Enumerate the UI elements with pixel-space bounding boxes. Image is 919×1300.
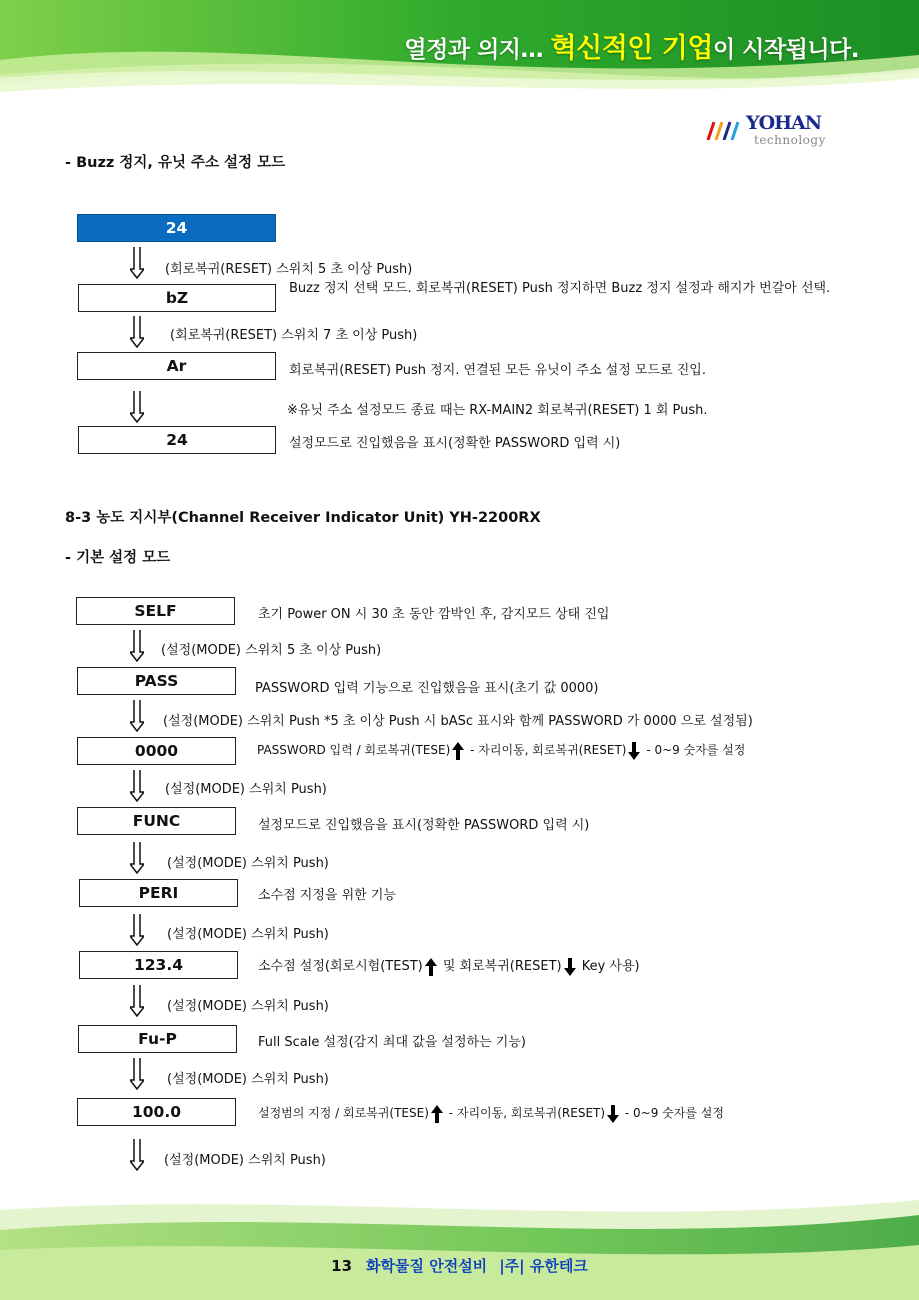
down-arrow-icon	[130, 630, 144, 662]
step-description: Buzz 정지 선택 모드. 회로복귀(RESET) Push 정지하면 Buzz 정지 설정과 해지가 번갈아 선택.	[289, 281, 831, 296]
footer-caption: 화학물질 안전설비	[366, 1257, 488, 1275]
display-box-ar: Ar	[77, 352, 276, 380]
step-note: (설정(MODE) 스위치 5 초 이상 Push)	[161, 643, 382, 658]
down-arrow-icon	[130, 770, 144, 802]
step-note: (설정(MODE) 스위치 Push)	[167, 1072, 329, 1087]
step-description: 설정모드로 진입했음을 표시(정확한 PASSWORD 입력 시)	[289, 436, 621, 451]
step-note: ※유닛 주소 설정모드 종료 때는 RX-MAIN2 회로복귀(RESET) 1 회 Push.	[287, 403, 708, 418]
step-note: (회로복귀(RESET) 스위치 5 초 이상 Push)	[165, 262, 413, 277]
down-arrow-icon	[130, 985, 144, 1017]
display-box-0000: 0000	[77, 737, 236, 765]
footer-brand: |주| 유한테크	[499, 1257, 588, 1275]
display-box-24-final: 24	[78, 426, 276, 454]
footer-text	[0, 1255, 919, 1276]
step-description: PASSWORD 입력 기능으로 진입했음을 표시(초기 값 0000)	[255, 681, 599, 696]
display-box-bz: bZ	[78, 284, 276, 312]
down-arrow-icon	[130, 842, 144, 874]
basic-setting-heading: - 기본 설정 모드	[65, 550, 171, 566]
display-box-self: SELF	[76, 597, 235, 625]
step-description: Full Scale 설정(감지 최대 값을 설정하는 기능)	[258, 1035, 526, 1050]
step-note: (설정(MODE) 스위치 Push)	[167, 999, 329, 1014]
display-box-123-4: 123.4	[79, 951, 238, 979]
down-arrow-icon	[130, 1139, 144, 1171]
logo-wordmark: YOHAN	[746, 112, 822, 134]
down-arrow-icon	[130, 247, 144, 279]
company-logo	[706, 112, 851, 150]
down-arrow-icon	[130, 316, 144, 348]
step-note: (설정(MODE) 스위치 Push)	[164, 1153, 326, 1168]
step-description: 회로복귀(RESET) Push 정지. 연결된 모든 유닛이 주소 설정 모드로 진입.	[289, 363, 706, 378]
step-description: 설정범의 지정 / 회로복귀(TESE) - 자리이동, 회로복귀(RESET) - 0~9 숫자를 설정	[258, 1104, 724, 1123]
display-box-func: FUNC	[77, 807, 236, 835]
up-arrow-icon	[452, 742, 464, 760]
up-arrow-icon	[431, 1105, 443, 1123]
down-arrow-solid-icon	[628, 742, 640, 760]
step-note: (설정(MODE) 스위치 Push)	[167, 856, 329, 871]
page-number: 13	[331, 1257, 353, 1275]
step-description: 초기 Power ON 시 30 초 동안 깜박인 후, 감지모드 상태 진입	[258, 607, 610, 622]
display-box-pass: PASS	[77, 667, 236, 695]
step-note: (설정(MODE) 스위치 Push)	[165, 782, 327, 797]
section-83-title: 8-3 농도 지시부(Channel Receiver Indicator Unit) YH-2200RX	[65, 510, 541, 526]
display-box-peri: PERI	[79, 879, 238, 907]
down-arrow-solid-icon	[564, 957, 576, 977]
step-note: (설정(MODE) 스위치 Push)	[167, 927, 329, 942]
logo-subtitle: technology	[754, 133, 826, 147]
header-slogan: 열정과 의지… 혁신적인 기업이 시작됩니다.	[404, 33, 859, 64]
footer-wave-banner	[0, 1190, 919, 1300]
down-arrow-icon	[130, 391, 144, 423]
step-description: 소수점 설정(회로시험(TEST) 및 회로복귀(RESET) Key 사용)	[258, 955, 640, 977]
display-box-fu-p: Fu-P	[78, 1025, 237, 1053]
display-box-24-initial: 24	[77, 214, 276, 242]
step-description: 소수점 지정을 위한 기능	[258, 888, 396, 903]
display-box-100-0: 100.0	[77, 1098, 236, 1126]
down-arrow-solid-icon	[607, 1105, 619, 1123]
logo-stripes-icon	[706, 120, 746, 140]
down-arrow-icon	[130, 914, 144, 946]
down-arrow-icon	[130, 700, 144, 732]
step-note: (설정(MODE) 스위치 Push *5 초 이상 Push 시 bASc 표시와 함께 PASSWORD 가 0000 으로 설정됨)	[163, 714, 753, 729]
up-arrow-icon	[425, 957, 437, 977]
step-description: 설정모드로 진입했음을 표시(정확한 PASSWORD 입력 시)	[258, 818, 590, 833]
step-note: (회로복귀(RESET) 스위치 7 초 이상 Push)	[170, 328, 418, 343]
down-arrow-icon	[130, 1058, 144, 1090]
buzz-section-heading: - Buzz 정지, 유닛 주소 설정 모드	[65, 155, 286, 171]
step-description: PASSWORD 입력 / 회로복귀(TESE) - 자리이동, 회로복귀(RESET) - 0~9 숫자를 설정	[257, 741, 745, 760]
